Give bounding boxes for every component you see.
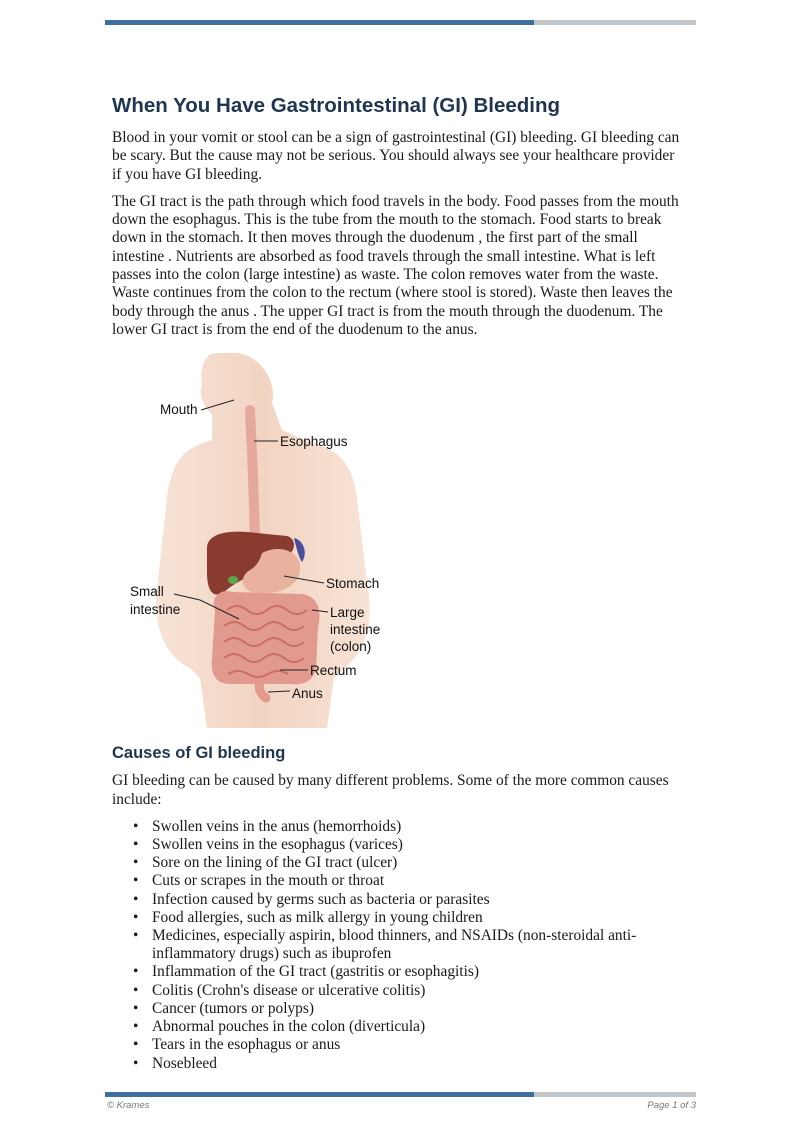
page-number: Page 1 of 3 [647, 1100, 696, 1111]
list-item [112, 891, 687, 909]
label-large-intestine-2: intestine [330, 622, 381, 638]
intro-paragraph: Blood in your vomit or stool can be a sign of gastrointestinal (GI) bleeding. GI bleeding can be scary. But the cause may not be serious. You should always see your healthcare provider if you have GI bleeding. [112, 129, 680, 183]
page-title: When You Have Gastrointestinal (GI) Bleeding [112, 94, 561, 117]
copyright-text: © Krames [107, 1100, 150, 1111]
list-item [112, 927, 687, 963]
label-mouth: Mouth [160, 402, 198, 418]
list-item-text: Medicines, especially aspirin, blood thinners, and NSAIDs (non-steroidal anti-inflammatory drugs) such as ibuprofen [152, 927, 637, 963]
bullet-glyph: • [133, 963, 139, 981]
bullet-glyph: • [133, 1018, 139, 1036]
bullet-glyph: • [133, 1054, 139, 1072]
list-item [112, 836, 687, 854]
list-item-text: Inflammation of the GI tract (gastritis or esophagitis) [152, 963, 479, 981]
list-item-text: Swollen veins in the esophagus (varices) [152, 836, 403, 854]
bullet-glyph: • [133, 927, 139, 945]
digestive-system-figure [112, 348, 402, 728]
list-item [112, 854, 687, 872]
top-bar-primary [105, 20, 534, 25]
causes-intro: GI bleeding can be caused by many different problems. Some of the more common causes include: [112, 772, 669, 808]
label-large-intestine-3: (colon) [330, 639, 372, 655]
label-esophagus: Esophagus [280, 434, 348, 450]
bullet-glyph: • [133, 981, 139, 999]
list-item-text: Cuts or scrapes in the mouth or throat [152, 872, 385, 890]
causes-heading: Causes of GI bleeding [112, 744, 286, 763]
list-item-text: Abnormal pouches in the colon (diverticula) [152, 1018, 426, 1036]
label-stomach: Stomach [326, 576, 380, 592]
list-item-text: Cancer (tumors or polyps) [152, 999, 314, 1017]
bullet-glyph: • [133, 817, 139, 835]
top-divider-bar [105, 20, 696, 25]
bullet-glyph: • [133, 836, 139, 854]
bullet-glyph: • [133, 872, 139, 890]
label-rectum: Rectum [310, 663, 357, 679]
bullet-glyph: • [133, 890, 139, 908]
list-item-text: Food allergies, such as milk allergy in young children [152, 908, 483, 926]
list-item-text: Infection caused by germs such as bacteria or parasites [152, 890, 490, 908]
bullet-glyph: • [133, 854, 139, 872]
bullet-glyph: • [133, 999, 139, 1017]
bottom-bar-secondary [534, 1092, 696, 1097]
bullet-glyph: • [133, 1036, 139, 1054]
list-item-text: Tears in the esophagus or anus [152, 1036, 341, 1054]
list-item [112, 1000, 687, 1018]
list-item [112, 1018, 687, 1036]
top-bar-secondary [534, 20, 696, 25]
label-large-intestine-1: Large [330, 605, 365, 621]
causes-list [112, 818, 687, 1073]
list-item-text: Nosebleed [152, 1054, 217, 1072]
gallbladder-shape [228, 576, 238, 584]
list-item-text: Colitis (Crohn's disease or ulcerative colitis) [152, 981, 426, 999]
bullet-glyph: • [133, 908, 139, 926]
list-item [112, 872, 687, 890]
label-small-intestine-2: intestine [130, 602, 181, 618]
list-item [112, 1036, 687, 1054]
list-item [112, 818, 687, 836]
label-small-intestine-1: Small [130, 584, 164, 600]
page-footer [107, 1100, 696, 1111]
list-item [112, 963, 687, 981]
label-anus: Anus [292, 686, 323, 702]
digestive-system-illustration [112, 348, 402, 728]
gi-tract-paragraph: The GI tract is the path through which food travels in the body. Food passes from the mouth down the esophagus. This is the tube from the mouth to the stomach. Food starts to break down in the stomach. It then moves through the duodenum , the first part of the small intestine . Nutrients are absorbed as food travels through the small intestine. What is left passes into the colon (large intestine) as waste. The colon removes water from the waste. Waste continues from the colon to the rectum (where stool is stored). Waste then leaves the body through the anus . The upper GI tract is from the mouth through the duodenum. The lower GI tract is from the end of the duodenum to the anus. [112, 192, 679, 338]
list-item-text: Swollen veins in the anus (hemorrhoids) [152, 817, 402, 835]
list-item [112, 1055, 687, 1073]
esophagus-shape [250, 410, 255, 543]
document-body [112, 92, 687, 1073]
list-item-text: Sore on the lining of the GI tract (ulcer) [152, 854, 398, 872]
bottom-bar-primary [105, 1092, 534, 1097]
bottom-divider-bar [105, 1092, 696, 1097]
list-item [112, 982, 687, 1000]
list-item [112, 909, 687, 927]
